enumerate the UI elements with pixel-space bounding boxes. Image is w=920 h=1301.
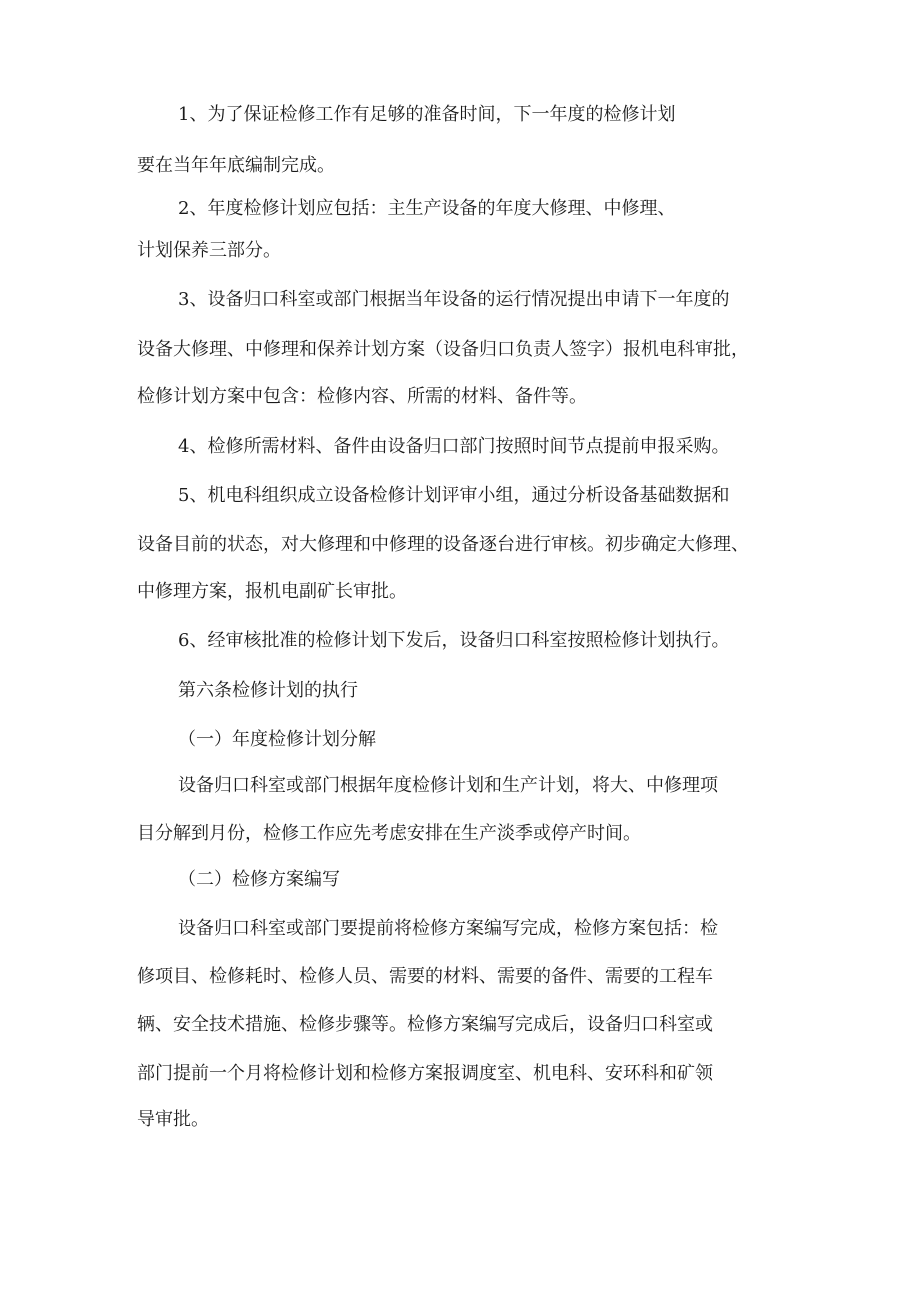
subsection-2-line-3: 辆、安全技术措施、检修步骤等。检修方案编写完成后，设备归口科室或 [137, 1014, 713, 1035]
subsection-1-line-2: 目分解到月份，检修工作应先考虑安排在生产淡季或停产时间。 [137, 823, 641, 844]
paragraph-3-line-2: 设备大修理、中修理和保养计划方案（设备归口负责人签字）报机电科审批， [137, 339, 749, 360]
paragraph-1-line-2: 要在当年年底编制完成。 [137, 155, 335, 176]
subsection-heading-2: （二）检修方案编写 [178, 869, 340, 890]
paragraph-5-line-1: 5、机电科组织成立设备检修计划评审小组，通过分析设备基础数据和 [178, 485, 730, 506]
paragraph-3-line-1: 3、设备归口科室或部门根据当年设备的运行情况提出申请下一年度的 [178, 289, 730, 310]
subsection-1-line-1: 设备归口科室或部门根据年度检修计划和生产计划，将大、中修理项 [178, 775, 718, 796]
paragraph-6-line-1: 6、经审核批准的检修计划下发后，设备归口科室按照检修计划执行。 [178, 630, 730, 651]
paragraph-1-line-1: 1、为了保证检修工作有足够的准备时间，下一年度的检修计划 [178, 104, 676, 125]
paragraph-2-line-2: 计划保养三部分。 [137, 240, 281, 261]
subsection-heading-1: （一）年度检修计划分解 [178, 729, 376, 750]
subsection-2-line-1: 设备归口科室或部门要提前将检修方案编写完成，检修方案包括：检 [178, 918, 718, 939]
subsection-2-line-2: 修项目、检修耗时、检修人员、需要的材料、需要的备件、需要的工程车 [137, 966, 713, 987]
subsection-2-line-4: 部门提前一个月将检修计划和检修方案报调度室、机电科、安环科和矿领 [137, 1063, 713, 1084]
paragraph-3-line-3: 检修计划方案中包含：检修内容、所需的材料、备件等。 [137, 386, 587, 407]
paragraph-5-line-3: 中修理方案，报机电副矿长审批。 [137, 581, 407, 602]
section-heading-article-6: 第六条检修计划的执行 [178, 680, 358, 701]
paragraph-5-line-2: 设备目前的状态，对大修理和中修理的设备逐台进行审核。初步确定大修理、 [137, 534, 749, 555]
paragraph-4-line-1: 4、检修所需材料、备件由设备归口部门按照时间节点提前申报采购。 [178, 436, 730, 457]
subsection-2-line-5: 导审批。 [137, 1109, 209, 1130]
paragraph-2-line-1: 2、年度检修计划应包括：主生产设备的年度大修理、中修理、 [178, 198, 676, 219]
